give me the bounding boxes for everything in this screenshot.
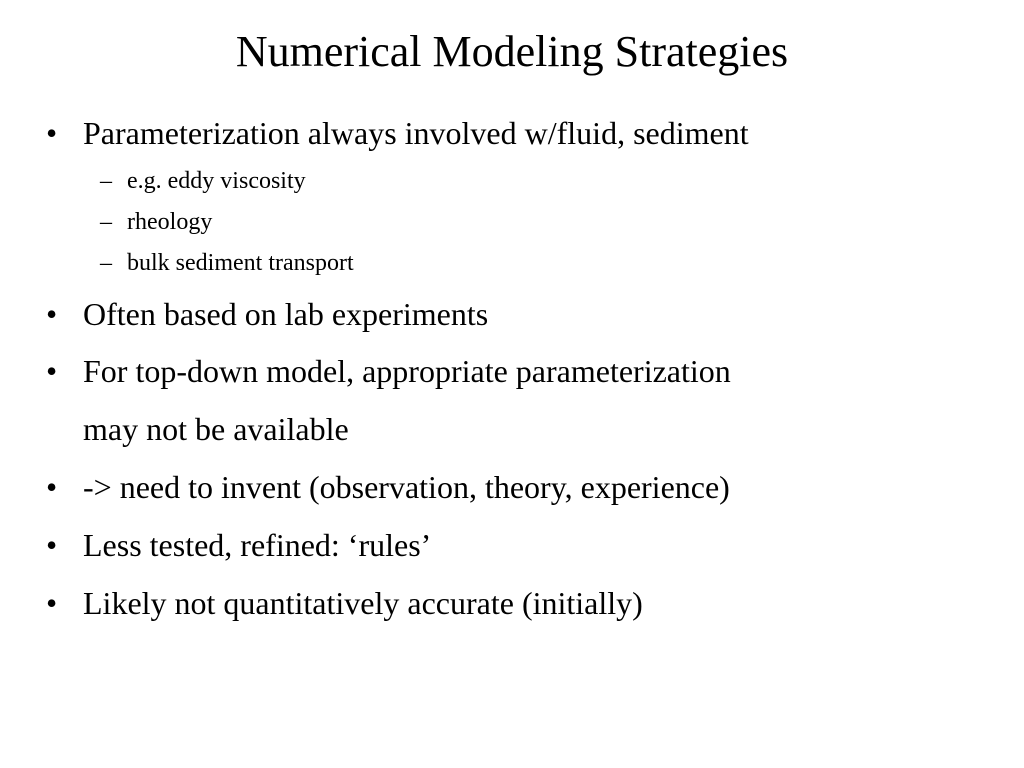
bullet-text: Less tested, refined: ‘rules’ bbox=[83, 527, 432, 563]
sub-bullet-marker: – bbox=[100, 250, 112, 276]
bullet-item bbox=[46, 467, 730, 507]
bullet-text: Often based on lab experiments bbox=[83, 296, 489, 332]
bullet-item bbox=[46, 583, 643, 623]
bullet-marker: • bbox=[46, 296, 58, 332]
sub-bullet-marker: – bbox=[100, 209, 112, 235]
bullet-text: may not be available bbox=[83, 411, 349, 447]
bullet-item bbox=[46, 113, 749, 153]
sub-bullet-item bbox=[100, 207, 213, 237]
sub-bullet-text: bulk sediment transport bbox=[127, 250, 354, 276]
bullet-text: Parameterization always involved w/fluid, sediment bbox=[83, 115, 749, 151]
slide-title: Numerical Modeling Strategies bbox=[235, 27, 789, 76]
sub-bullet-marker: – bbox=[100, 168, 112, 194]
bullet-text: For top-down model, appropriate parameterization bbox=[83, 353, 731, 389]
bullet-item bbox=[46, 294, 489, 334]
bullet-marker: • bbox=[46, 527, 58, 563]
bullet-text: -> need to invent (observation, theory, experience) bbox=[83, 469, 730, 505]
bullet-marker: • bbox=[46, 469, 58, 505]
sub-bullet-item bbox=[100, 248, 354, 278]
bullet-text: Likely not quantitatively accurate (initially) bbox=[83, 585, 643, 621]
sub-bullet-text: rheology bbox=[127, 209, 213, 235]
bullet-marker: • bbox=[46, 585, 58, 621]
sub-bullet-item bbox=[100, 166, 306, 196]
bullet-continuation bbox=[83, 409, 349, 449]
sub-bullet-text: e.g. eddy viscosity bbox=[127, 168, 306, 194]
bullet-marker: • bbox=[46, 353, 58, 389]
bullet-item bbox=[46, 351, 731, 391]
bullet-item bbox=[46, 525, 432, 565]
bullet-marker: • bbox=[46, 115, 58, 151]
